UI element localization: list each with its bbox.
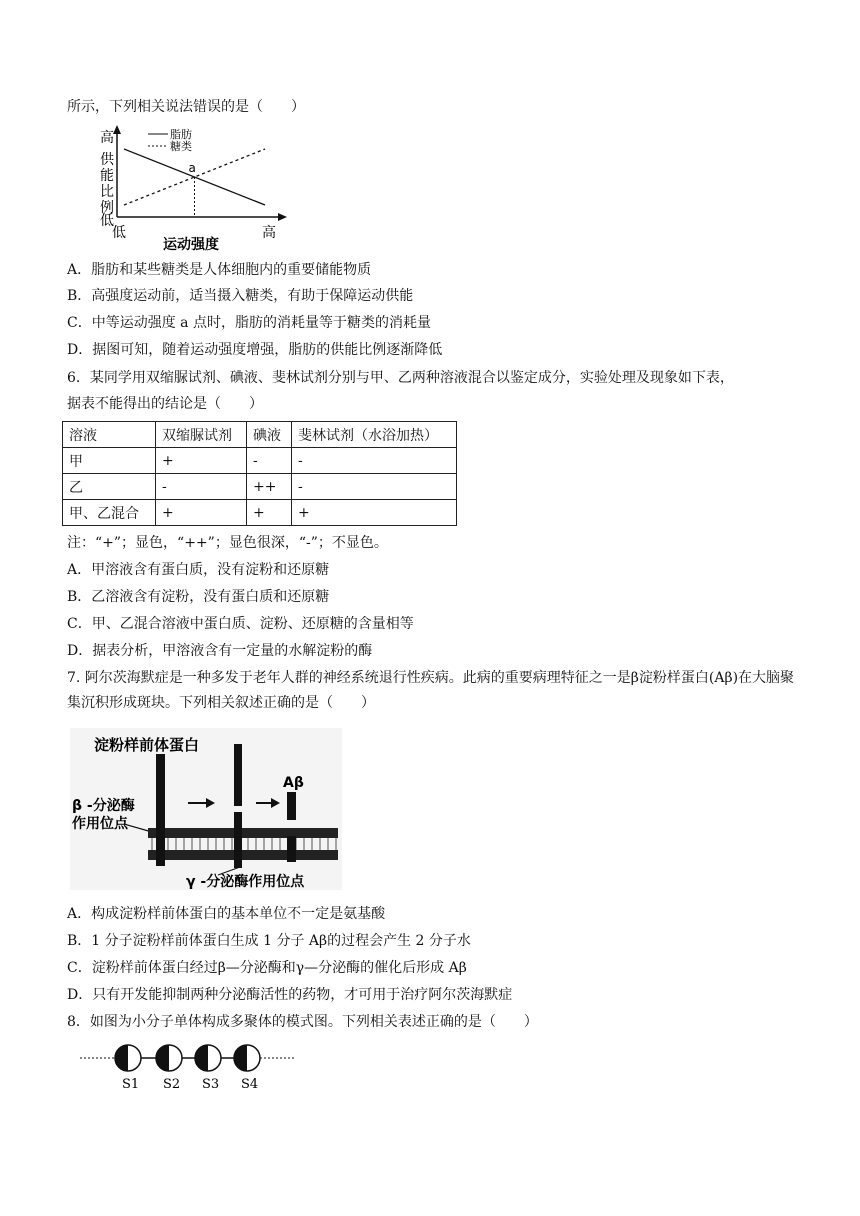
y-low-label: 低 (100, 213, 114, 229)
q6-stem-line1: 6．某同学用双缩脲试剂、碘液、斐林试剂分别与甲、乙两种溶液混合以鉴定成分，实验处理及现象如下表， (67, 370, 734, 386)
monomer-s2 (156, 1045, 182, 1071)
beta-site-label-2: 作用位点 (72, 816, 128, 832)
table-header-cell: 斐林试剂（水浴加热） (292, 422, 457, 448)
precursor-protein-label: 淀粉样前体蛋白 (94, 736, 200, 754)
cleaved-protein-lower (234, 812, 242, 868)
x-high-label: 高 (262, 225, 276, 241)
legend-fat-label: 脂肪 (170, 128, 192, 141)
cleaved-protein-upper (234, 744, 242, 806)
monomer-label-s3: S3 (202, 1077, 220, 1092)
q6-stem-line2: 据表不能得出的结论是（ ） (67, 396, 263, 412)
q7-option-a: A．构成淀粉样前体蛋白的基本单位不一定是氨基酸 (67, 906, 386, 922)
table-header-cell: 溶液 (63, 422, 156, 448)
table-cell: 乙 (63, 474, 156, 500)
monomer-label-s1: S1 (122, 1077, 140, 1092)
q6-option-a: A．甲溶液含有蛋白质，没有淀粉和还原糖 (67, 562, 330, 578)
y-high-label: 高 (100, 130, 114, 146)
table-cell: - (247, 448, 292, 474)
table-row (63, 448, 457, 474)
monomer-s1 (115, 1045, 141, 1071)
q6-note: 注：“+”；显色，“++”；显色很深，“-”；不显色。 (67, 535, 388, 551)
q5-option-a: A．脂肪和某些糖类是人体细胞内的重要储能物质 (67, 262, 372, 278)
bilayer-top-heads (148, 828, 338, 838)
q5-option-b: B．高强度运动前，适当摄入糖类，有助于保障运动供能 (67, 288, 414, 304)
abeta-fragment (287, 792, 296, 820)
q5-line-chart (60, 122, 300, 252)
q6-option-d: D．据表分析，甲溶液含有一定量的水解淀粉的酶 (67, 643, 373, 659)
table-row (63, 474, 457, 500)
q6-results-table (62, 421, 457, 526)
table-header-cell: 碘液 (247, 422, 292, 448)
ylabel-char-2: 能 (100, 168, 114, 184)
ylabel-char-1: 供 (100, 152, 114, 168)
monomer-label-s4: S4 (241, 1077, 259, 1092)
ylabel-char-4: 例 (100, 200, 114, 216)
table-header-row (63, 422, 457, 448)
y-axis-arrow-icon (113, 125, 121, 134)
q7-stem: 7. 阿尔茨海默症是一种多发于老年人群的神经系统退行性疾病。此病的重要病理特征之一是β淀粉样蛋白(Aβ)在大脑聚集沉积形成斑块。下列相关叙述正确的是（ ） (67, 670, 795, 711)
monomer-s3 (195, 1045, 221, 1071)
table-cell: + (156, 448, 247, 474)
q8-stem: 8．如图为小分子单体构成多聚体的模式图。下列相关表述正确的是（ ） (67, 1014, 538, 1030)
x-low-label: 低 (112, 225, 126, 241)
gamma-site-label: γ -分泌酶作用位点 (186, 874, 305, 890)
q7-option-c: C．淀粉样前体蛋白经过β—分泌酶和γ—分泌酶的催化后形成 Aβ (67, 960, 467, 976)
table-cell: ++ (247, 474, 292, 500)
q6-option-c: C．甲、乙混合溶液中蛋白质、淀粉、还原糖的含量相等 (67, 616, 414, 632)
point-a-label: a (188, 161, 196, 175)
table-cell: + (292, 500, 457, 526)
table-cell: 甲 (63, 448, 156, 474)
q7-option-d: D．只有开发能抑制两种分泌酶活性的药物，才可用于治疗阿尔茨海默症 (67, 987, 513, 1003)
monomer-label-s2: S2 (163, 1077, 181, 1092)
table-row (63, 500, 457, 526)
ylabel-char-3: 比 (100, 184, 114, 200)
q8-monomer-chain-figure (80, 1044, 300, 1094)
q6-option-b: B．乙溶液含有淀粉，没有蛋白质和还原糖 (67, 589, 330, 605)
membrane-fragment (287, 836, 296, 862)
table-cell: + (156, 500, 247, 526)
abeta-label: Aβ (283, 775, 304, 791)
beta-site-label-1: β -分泌酶 (72, 798, 135, 814)
table-cell: + (247, 500, 292, 526)
table-cell: - (292, 474, 457, 500)
bilayer-bottom-heads (148, 850, 338, 860)
table-cell: 甲、乙混合 (63, 500, 156, 526)
q5-option-c: C．中等运动强度 a 点时，脂肪的消耗量等于糖类的消耗量 (67, 315, 431, 331)
x-axis-label: 运动强度 (163, 237, 219, 253)
q7-option-b: B．1 分子淀粉样前体蛋白生成 1 分子 Aβ的过程会产生 2 分子水 (67, 933, 471, 949)
x-axis-arrow-icon (278, 213, 287, 221)
q5-stem: 所示，下列相关说法错误的是（ ） (67, 99, 305, 115)
table-cell: - (292, 448, 457, 474)
precursor-protein-bar (156, 754, 165, 866)
q5-option-d: D．据图可知，随着运动强度增强，脂肪的供能比例逐渐降低 (67, 342, 443, 358)
legend-sugar-label: 糖类 (170, 140, 192, 153)
monomer-s4 (234, 1045, 260, 1071)
q7-membrane-figure (70, 728, 342, 890)
table-header-cell: 双缩脲试剂 (156, 422, 247, 448)
table-cell: - (156, 474, 247, 500)
